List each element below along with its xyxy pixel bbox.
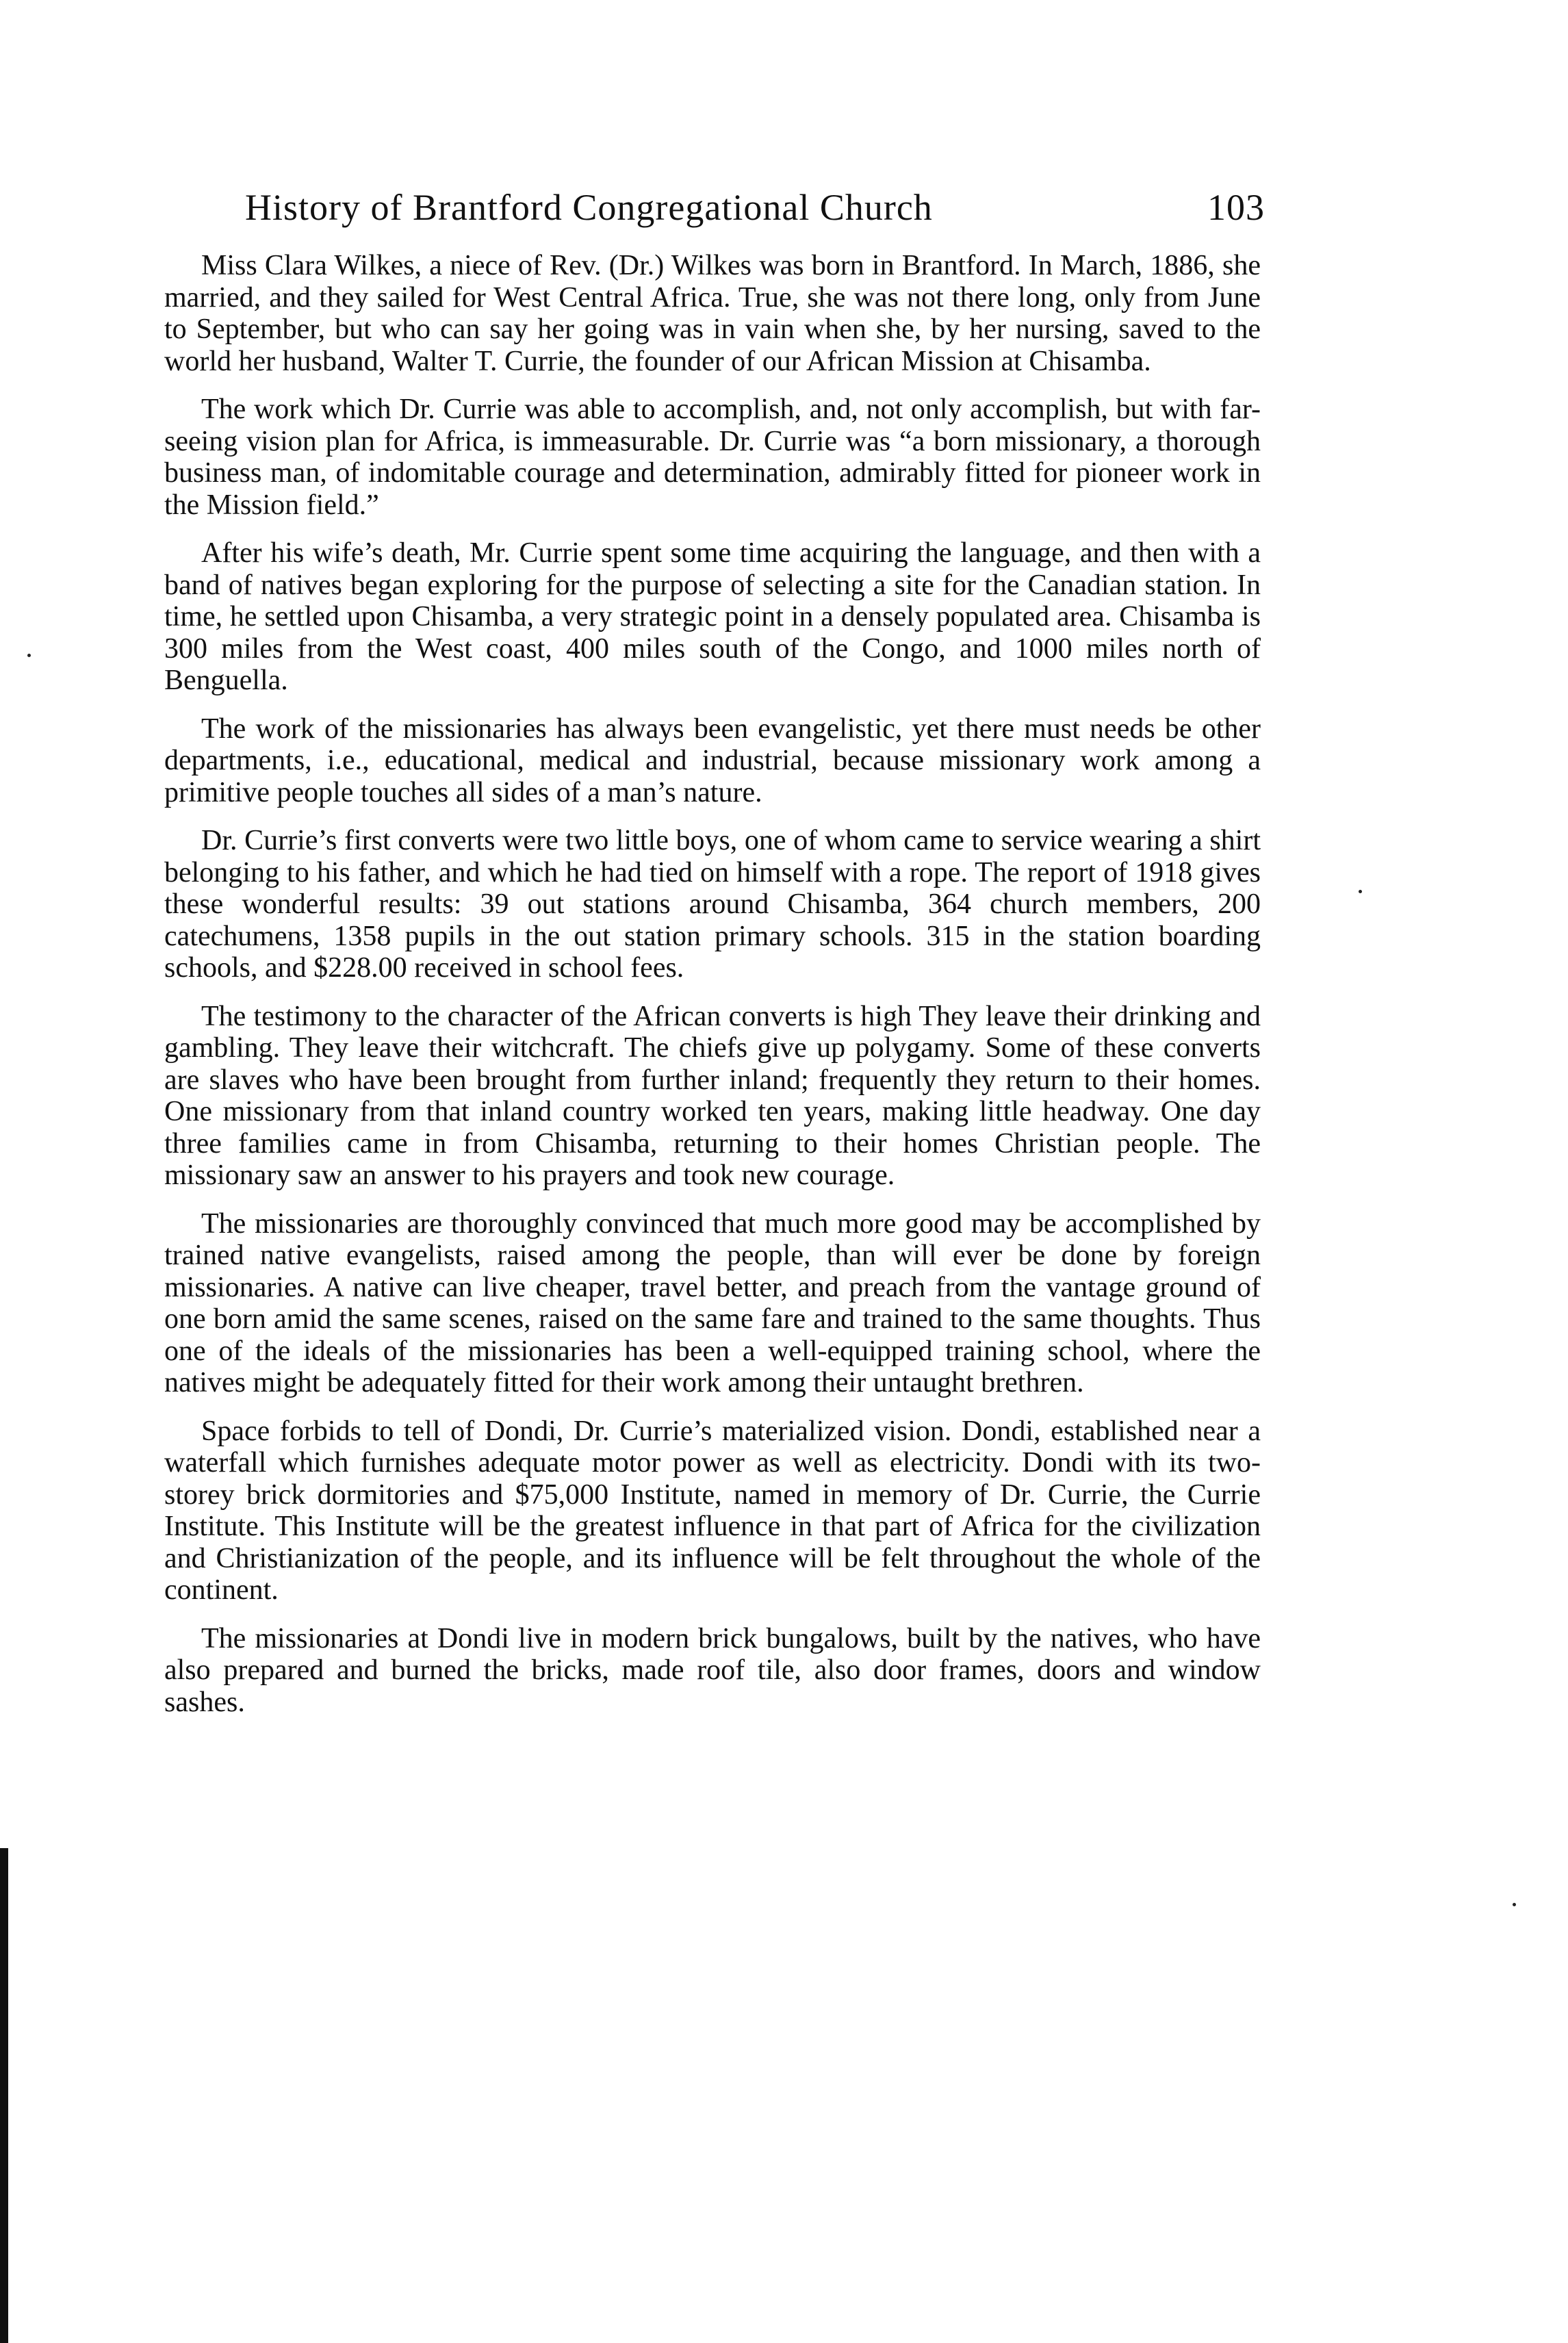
scan-speck xyxy=(1359,890,1362,893)
running-head-title: History of Brantford Congregational Church xyxy=(245,187,933,228)
scan-edge xyxy=(0,1848,8,2343)
scan-speck xyxy=(27,654,31,657)
page-number: 103 xyxy=(1207,187,1265,228)
paragraph: The work which Dr. Currie was able to accomplish, and, not only accomplish, but with far-seeing vision plan for Africa, is immeasurable. Dr. Currie was “a born missionary, a thorough business man, of indomitable courage and determination, admirably fitted for pioneer work in the Mission field.” xyxy=(164,394,1261,521)
paragraph: The work of the missionaries has always been evangelistic, yet there must needs be other departments, i.e., educational, medical and industrial, because missionary work among a primitive people touches all sides of a man’s nature. xyxy=(164,713,1261,808)
body-text xyxy=(164,250,1261,1734)
paragraph: Miss Clara Wilkes, a niece of Rev. (Dr.) Wilkes was born in Brantford. In March, 1886, she married, and they sailed for West Central Africa. True, she was not there long, only from June to September, but who can say her going was in vain when she, by her nursing, saved to the world her husband, Walter T. Currie, the founder of our African Mission at Chisamba. xyxy=(164,250,1261,377)
paragraph: The missionaries are thoroughly convinced that much more good may be accomplished by trained native evangelists, raised among the people, than will ever be done by foreign missionaries. A native can live cheaper, travel better, and preach from the vantage ground of one born amid the same scenes, raised on the same fare and trained to the same thoughts. Thus one of the ideals of the missionaries has been a well-equipped training school, where the natives might be adequately fitted for their work among their untaught brethren. xyxy=(164,1207,1261,1398)
paragraph: After his wife’s death, Mr. Currie spent some time acquiring the language, and then with a band of natives began exploring for the purpose of selecting a site for the Canadian station. In time, he settled upon Chisamba, a very strategic point in a densely populated area. Chisamba is 300 miles from the West coast, 400 miles south of the Congo, and 1000 miles north of Benguella. xyxy=(164,537,1261,696)
paragraph: Space forbids to tell of Dondi, Dr. Currie’s materialized vision. Dondi, established near a waterfall which furnishes adequate motor power as well as electricity. Dondi with its two-storey brick dormitories and $75,000 Institute, named in memory of Dr. Currie, the Currie Institute. This Institute will be the greatest influence in that part of Africa for the civilization and Christianization of the people, and its influence will be felt throughout the whole of the continent. xyxy=(164,1415,1261,1606)
paragraph: The missionaries at Dondi live in modern brick bungalows, built by the natives, who have also prepared and burned the bricks, made roof tile, also door frames, doors and window sashes. xyxy=(164,1622,1261,1718)
paragraph: The testimony to the character of the African converts is high They leave their drinking and gambling. They leave their witchcraft. The chiefs give up polygamy. Some of these converts are slaves who have been brought from further inland; frequently they return to their homes. One missionary from that inland country worked ten years, making little headway. One day three families came in from Chisamba, returning to their homes Christian people. The missionary saw an answer to his prayers and took new courage. xyxy=(164,1000,1261,1191)
scan-speck xyxy=(1513,1903,1516,1906)
paragraph: Dr. Currie’s first converts were two little boys, one of whom came to service wearing a shirt belonging to his father, and which he had tied on himself with a rope. The report of 1918 gives these wonderful results: 39 out stations around Chisamba, 364 church members, 200 catechumens, 1358 pupils in the out station primary schools. 315 in the station boarding schools, and $228.00 received in school fees. xyxy=(164,825,1261,984)
